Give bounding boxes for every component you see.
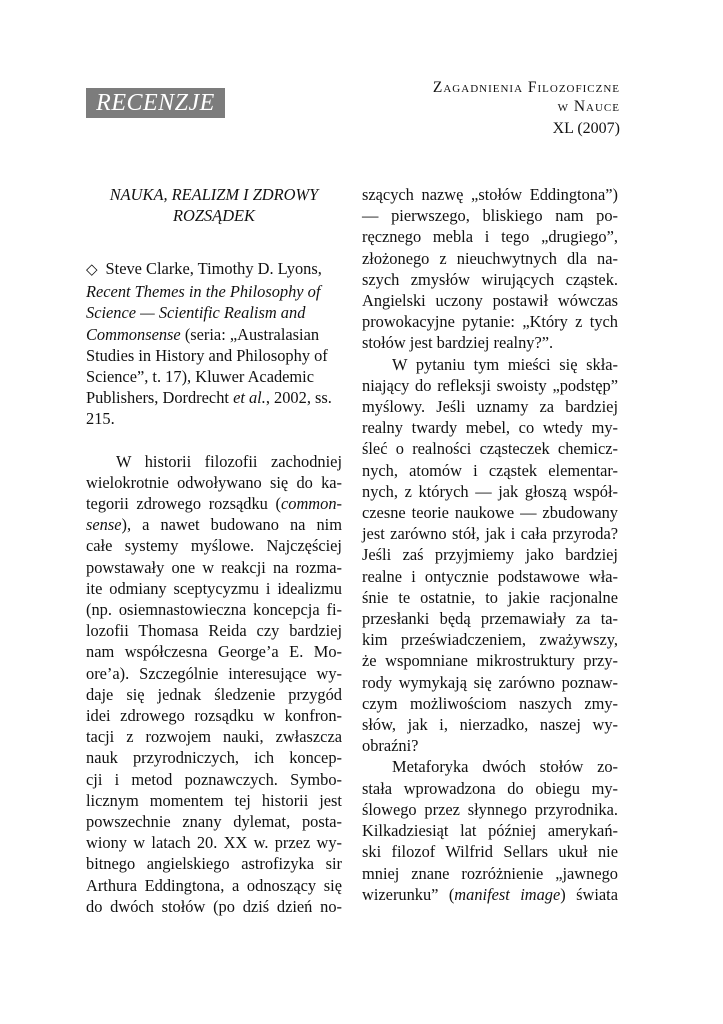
text-line: nam współczesna George’a E. Mo- [86,642,342,662]
text-line: obraźni? [362,736,419,756]
text-line: powszechnie znany dylemat, posta- [86,812,342,832]
text-line [86,493,342,514]
text-line: mniej znane rozróżnienie „jawnego [362,863,618,883]
text-line: stołów jest bardziej realny?”. [362,333,554,353]
text-fragment: ) świata [560,884,618,904]
body-paragraph-1-continued [362,184,618,354]
text-fragment: ), a nawet budowano na nim [121,515,342,535]
text-line: wielokrotnie odwoływano się do ka- [86,472,342,492]
text-line: cji i metod poznawczych. Symbo- [86,769,342,789]
text-line: Kilkadziesiąt lat później amerykań- [362,821,618,841]
text-line: do dwóch stołów (po dziś dzień no- [86,896,342,916]
section-label: RECENZJE [86,88,225,118]
text-line: realny twardy mebel, co wtedy my- [362,418,618,438]
text-line: szych zmysłów wirujących cząstek. [362,269,618,289]
text-fragment: wizerunku” ( [362,884,455,904]
article-title-line2: ROZSĄDEK [173,206,255,225]
bib-book-title: Recent Themes in the Philosophy of Science — Scientific Realism and Commonsense [86,282,321,344]
text-line: prowokacyjne pytanie: „Który z tych [362,312,618,332]
right-column [362,184,618,905]
text-line [86,514,342,535]
text-line: przesłanki będą przemawiały za ta- [362,609,618,629]
body-paragraph-3 [362,756,618,904]
text-line: Angielski uczony postawił wówczas [362,291,618,311]
text-line: ore’a). Szczególnie interesujące wy- [86,663,342,683]
text-line: stała wprowadzona do obiegu my- [362,778,618,798]
text-line: daje się jednak śledzenie przygód [86,684,342,704]
text-line: W pytaniu tym mieści się skła- [392,354,618,374]
text-line: jest zarówno stół, jak i cała przyroda? [362,524,618,544]
text-line: Jeśli zaś przyjmiemy jako bardziej [362,545,618,565]
journal-header [360,78,620,138]
body-paragraph-1 [86,451,342,917]
text-line: lozofii Thomasa Reida czy bardziej [86,621,342,641]
text-line: realne i ontycznie podstawowe wła- [362,566,618,586]
text-line: (np. osiemnastowieczna koncepcja fi- [86,600,342,620]
text-line: myślowy. Jeśli uznamy za bardziej [362,397,618,417]
journal-name-line1: Zagadnienia Filozoficzne [432,79,620,96]
bib-series-publisher: (seria: „Australasian Studies in History and Philosophy of Science”, t. 17), Kluwer Academic Publishers, Dordrecht [86,324,328,408]
text-line: że wspomniane mikrostruktury przy- [362,651,618,671]
text-line: śleć o realności cząsteczek chemicz- [362,439,618,459]
journal-name-line2: w Nauce [557,98,620,115]
text-line: czesne teorie naukowe — zbudowany [362,503,618,523]
text-fragment-italic: common- [281,494,342,514]
text-line: — pierwszego, bliskiego nam po- [362,206,618,226]
text-line [362,884,618,905]
text-line: Metaforyka dwóch stołów zo- [392,757,618,777]
diamond-icon: ◇ [86,262,98,278]
text-line: rody wymykają się zarówno poznaw- [362,672,618,692]
text-line: wiony w latach 20. XX w. przez wy- [86,833,342,853]
text-line: Arthura Eddingtona, a odnoszący się [86,875,342,895]
text-fragment-italic: manifest image [454,884,561,904]
text-line: ręcznego mebla i tego „drugiego”, [362,227,618,247]
text-line: słów, jak i, nierzadko, naszej wy- [362,715,618,735]
article-title [86,184,342,226]
text-line: nauk przyrodniczych, ich koncep- [86,748,342,768]
bib-year-pages: , 2002, ss. 215. [86,388,332,429]
journal-volume: XL (2007) [552,120,620,137]
text-line: nych, z których — jak głoszą współ- [362,481,618,501]
text-line: śnie te ostatnie, to jakie racjonalne [362,587,618,607]
text-fragment: tegorii zdrowego rozsądku ( [86,494,281,514]
text-line: bitnego angielskiego astrofizyka sir [86,854,342,874]
text-line: kim przeświadczeniem, zważywszy, [362,630,618,650]
article-title-line1: NAUKA, REALIZM I ZDROWY [109,185,319,204]
text-line: niający do refleksji swoisty „podstęp” [362,375,618,395]
text-line: licznym momentem tej historii jest [86,790,342,810]
text-fragment-italic: sense [86,515,122,535]
text-line: nych, atomów i cząstek elementar- [362,460,618,480]
text-line: W historii filozofii zachodniej [116,451,342,471]
text-line: tacji z rozwojem nauki, zwłaszcza [86,727,342,747]
text-line: ite odmiany sceptycyzmu i idealizmu [86,578,342,598]
text-line: idei zdrowego rozsądku w konfron- [86,706,342,726]
text-line: całe systemy myślowe. Najczęściej [86,536,342,556]
text-line: czym możliwościom naszych zmy- [362,693,618,713]
text-line: złożonego z nieuchwytnych dla na- [362,248,618,268]
bibliographic-entry [86,258,342,430]
left-column [86,184,342,917]
bib-et-al: et al. [233,388,266,408]
text-line: powstawały one w reakcji na rozma- [86,557,342,577]
text-line: ski filozof Wilfrid Sellars ukuł nie [362,842,618,862]
body-paragraph-2 [362,354,618,757]
text-line: ślowego przez słynnego przyrodnika. [362,799,618,819]
text-line: szących nazwę „stołów Eddingtona”) [362,185,618,204]
bib-authors: Steve Clarke, Timothy D. Lyons, [105,259,322,278]
